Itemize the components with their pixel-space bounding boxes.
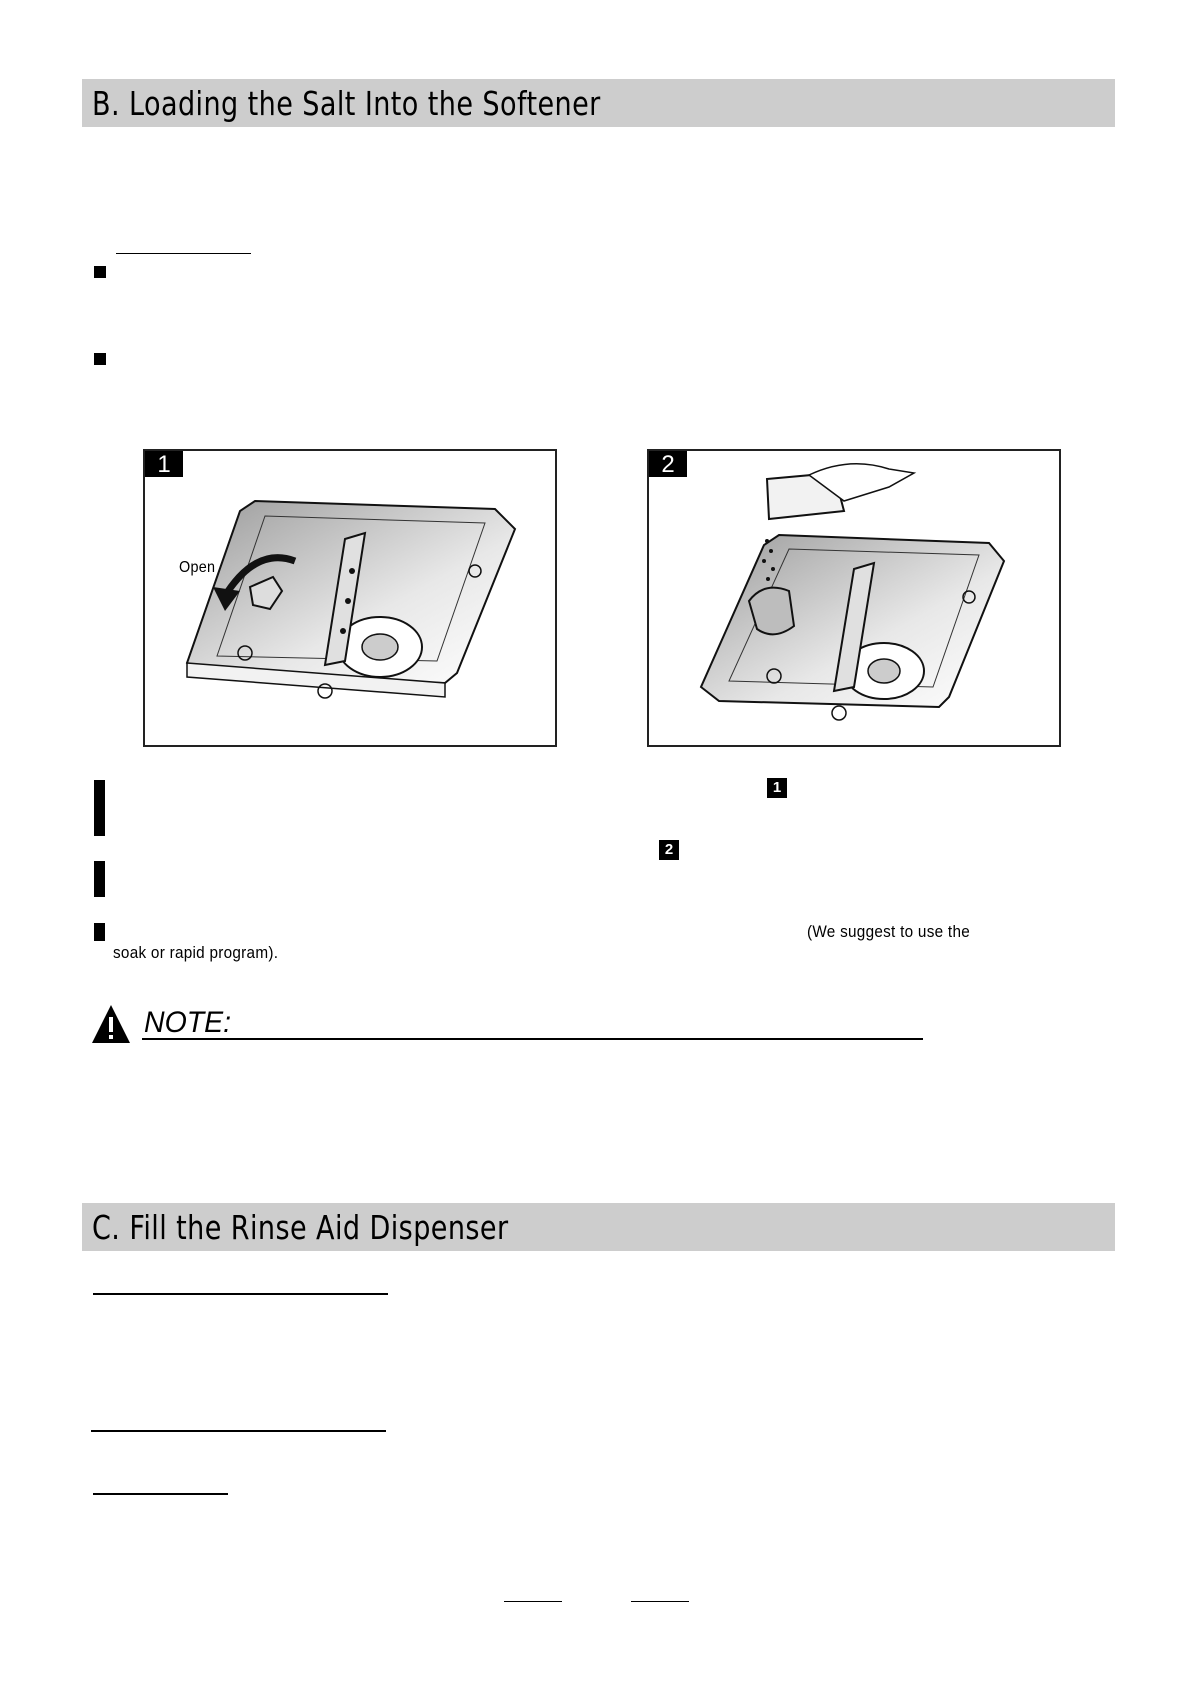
program-suggestion: (We suggest to use the	[807, 922, 970, 941]
program-suggestion-continued: soak or rapid program).	[113, 943, 279, 962]
note-underline	[142, 1038, 923, 1040]
figure-2-pour-salt	[647, 449, 1061, 747]
step-marker	[94, 780, 105, 836]
step-ref-1: 1	[767, 778, 787, 798]
section-b-title: B. Loading the Salt Into the Softener	[92, 84, 601, 123]
dishwasher-tub-illustration-1	[145, 451, 555, 745]
bullet-square	[94, 266, 106, 278]
step-marker	[94, 923, 105, 941]
open-label: Open	[179, 559, 216, 576]
section-c-header	[82, 1203, 1115, 1251]
short-rule	[504, 1601, 562, 1602]
subheading-underline	[91, 1430, 386, 1432]
dishwasher-tub-illustration-2	[649, 451, 1059, 745]
bullet-square	[94, 353, 106, 365]
subheading-underline	[93, 1493, 228, 1495]
section-b-header	[82, 79, 1115, 127]
figure-1-open-salt-cap	[143, 449, 557, 747]
step-ref-2: 2	[659, 840, 679, 860]
subheading-underline	[93, 1293, 388, 1295]
subheading-underline	[116, 253, 251, 254]
short-rule	[631, 1601, 689, 1602]
note-title: NOTE:	[144, 1006, 232, 1039]
step-marker	[94, 861, 105, 897]
figure-1-number: 1	[145, 451, 183, 477]
section-c-title: C. Fill the Rinse Aid Dispenser	[92, 1208, 509, 1247]
figure-2-number: 2	[649, 451, 687, 477]
warning-icon	[90, 1003, 132, 1045]
